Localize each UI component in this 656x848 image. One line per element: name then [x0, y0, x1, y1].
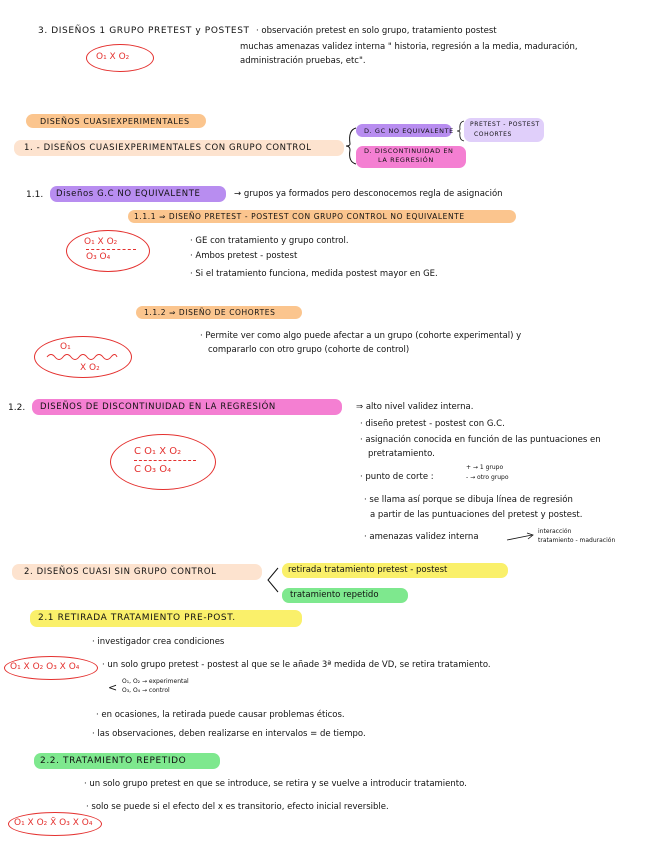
arrow-icon — [506, 532, 536, 542]
s12-point-4-down: - → otro grupo — [466, 474, 509, 481]
less-than-brace-icon — [266, 566, 280, 594]
s21-formula: O₁ X O₂ O₃ X O₄ — [10, 662, 80, 672]
s12-point-3a: · asignación conocida en función de las puntuaciones en — [360, 435, 601, 445]
s21-bullet-1: · investigador crea condiciones — [92, 637, 225, 647]
s111-bullet-3: · Si el tratamiento funciona, medida postest mayor en GE. — [190, 269, 438, 279]
wave-line-icon — [46, 352, 118, 362]
s2-title: 2. DISEÑOS CUASI SIN GRUPO CONTROL — [24, 567, 217, 577]
s112-formula-top: O₁ — [60, 342, 71, 352]
cuasi-header: DISEÑOS CUASIEXPERIMENTALES — [40, 117, 190, 126]
s12-formula-row-1: C O₁ X O₂ — [134, 446, 182, 457]
s21-bullet-3-up: O₁, O₂ → experimental — [122, 678, 189, 685]
s2-option-1: retirada tratamiento pretest - postest — [288, 565, 448, 575]
section-3-desc-2: muchas amenazas validez interna " historia, regresión a la media, maduración, — [240, 42, 578, 52]
less-than-icon: < — [108, 681, 118, 694]
s12-point-2: · diseño pretest - postest con G.C. — [360, 419, 505, 429]
brace-small-icon — [456, 120, 466, 142]
s112-line-1: · Permite ver como algo puede afectar a un grupo (cohorte experimental) y — [200, 331, 522, 341]
s22-bullet-1: · un solo grupo pretest en que se introduce, se retira y se vuelve a introducir tratamiento. — [84, 779, 467, 789]
s111-bullet-1: · GE con tratamiento y grupo control. — [190, 236, 349, 246]
s112-formula-bottom: X O₂ — [80, 363, 100, 373]
s21-bullet-4: · en ocasiones, la retirada puede causar problemas éticos. — [96, 710, 345, 720]
s111-title: 1.1.1 ⇒ DISEÑO PRETEST - POSTEST CON GRUPO CONTROL NO EQUIVALENTE — [134, 212, 465, 221]
formula-divider — [86, 249, 136, 250]
s12-point-3b: pretratamiento. — [368, 449, 435, 459]
s11-arrow-text: → grupos ya formados pero desconocemos regla de asignación — [234, 189, 503, 199]
sub-cohortes: COHORTES — [474, 131, 512, 138]
s12-point-5b: a partir de las puntuaciones del pretest y postest. — [370, 510, 583, 520]
formula-oval — [110, 434, 216, 490]
s111-bullet-2: · Ambos pretest - postest — [190, 251, 298, 261]
s111-formula-top: O₁ X O₂ — [84, 237, 118, 247]
s12-formula-row-2: C O₃ O₄ — [134, 464, 172, 475]
s12-point-1: ⇒ alto nivel validez interna. — [356, 402, 474, 412]
s2-option-2: tratamiento repetido — [290, 590, 379, 600]
s21-bullet-2: · un solo grupo pretest - postest al que se le añade 3ª medida de VD, se retira tratamiento. — [102, 660, 491, 670]
section-3-desc-1: · observación pretest en solo grupo, tratamiento postest — [256, 26, 497, 36]
s11-label: Diseños G.C NO EQUIVALENTE — [56, 189, 201, 199]
s22-title: 2.2. TRATAMIENTO REPETIDO — [40, 756, 187, 766]
s12-number: 1.2. — [8, 403, 26, 413]
s12-point-5a: · se llama así porque se dibuja línea de regresión — [364, 495, 573, 505]
section-3-formula: O₁ X O₂ — [96, 52, 130, 62]
s21-title: 2.1 RETIRADA TRATAMIENTO PRE-POST. — [38, 613, 236, 623]
branch-gc: D. GC NO EQUIVALENTE — [364, 127, 454, 135]
s12-point-4: · punto de corte : — [360, 472, 434, 482]
s12-point-6-r1: interacción — [538, 528, 572, 535]
branch-disc-line1: D. DISCONTINUIDAD EN — [364, 147, 454, 155]
sub-pretest-postest: PRETEST - POSTEST — [470, 121, 540, 128]
s12-point-6-r2: tratamiento - maduración — [538, 537, 616, 544]
s12-point-6: · amenazas validez interna — [364, 532, 479, 542]
formula-divider — [134, 460, 196, 461]
s22-formula: O₁ X O₂ X̄ O₃ X O₄ — [14, 818, 93, 828]
section-3-desc-3: administración pruebas, etc". — [240, 56, 366, 66]
s112-line-2: compararlo con otro grupo (cohorte de control) — [208, 345, 410, 355]
branch-disc-line2: LA REGRESIÓN — [378, 156, 434, 164]
s21-bullet-3-down: O₃, O₄ → control — [122, 687, 170, 694]
s12-point-4-up: + → 1 grupo — [466, 464, 504, 471]
s22-bullet-2: · solo se puede si el efecto del x es transitorio, efecto inicial reversible. — [86, 802, 389, 812]
s12-label: DISEÑOS DE DISCONTINUIDAD EN LA REGRESIÓN — [40, 402, 276, 412]
s111-formula-bottom: O₃ O₄ — [86, 252, 111, 262]
s112-title: 1.1.2 ⇒ DISEÑO DE COHORTES — [144, 308, 276, 317]
s11-number: 1.1. — [26, 190, 44, 200]
cuasi-item-1: 1. - DISEÑOS CUASIEXPERIMENTALES CON GRUPO CONTROL — [24, 143, 312, 153]
s21-bullet-5: · las observaciones, deben realizarse en intervalos = de tiempo. — [92, 729, 366, 739]
section-3-title: 3. DISEÑOS 1 GRUPO PRETEST y POSTEST — [38, 26, 250, 36]
